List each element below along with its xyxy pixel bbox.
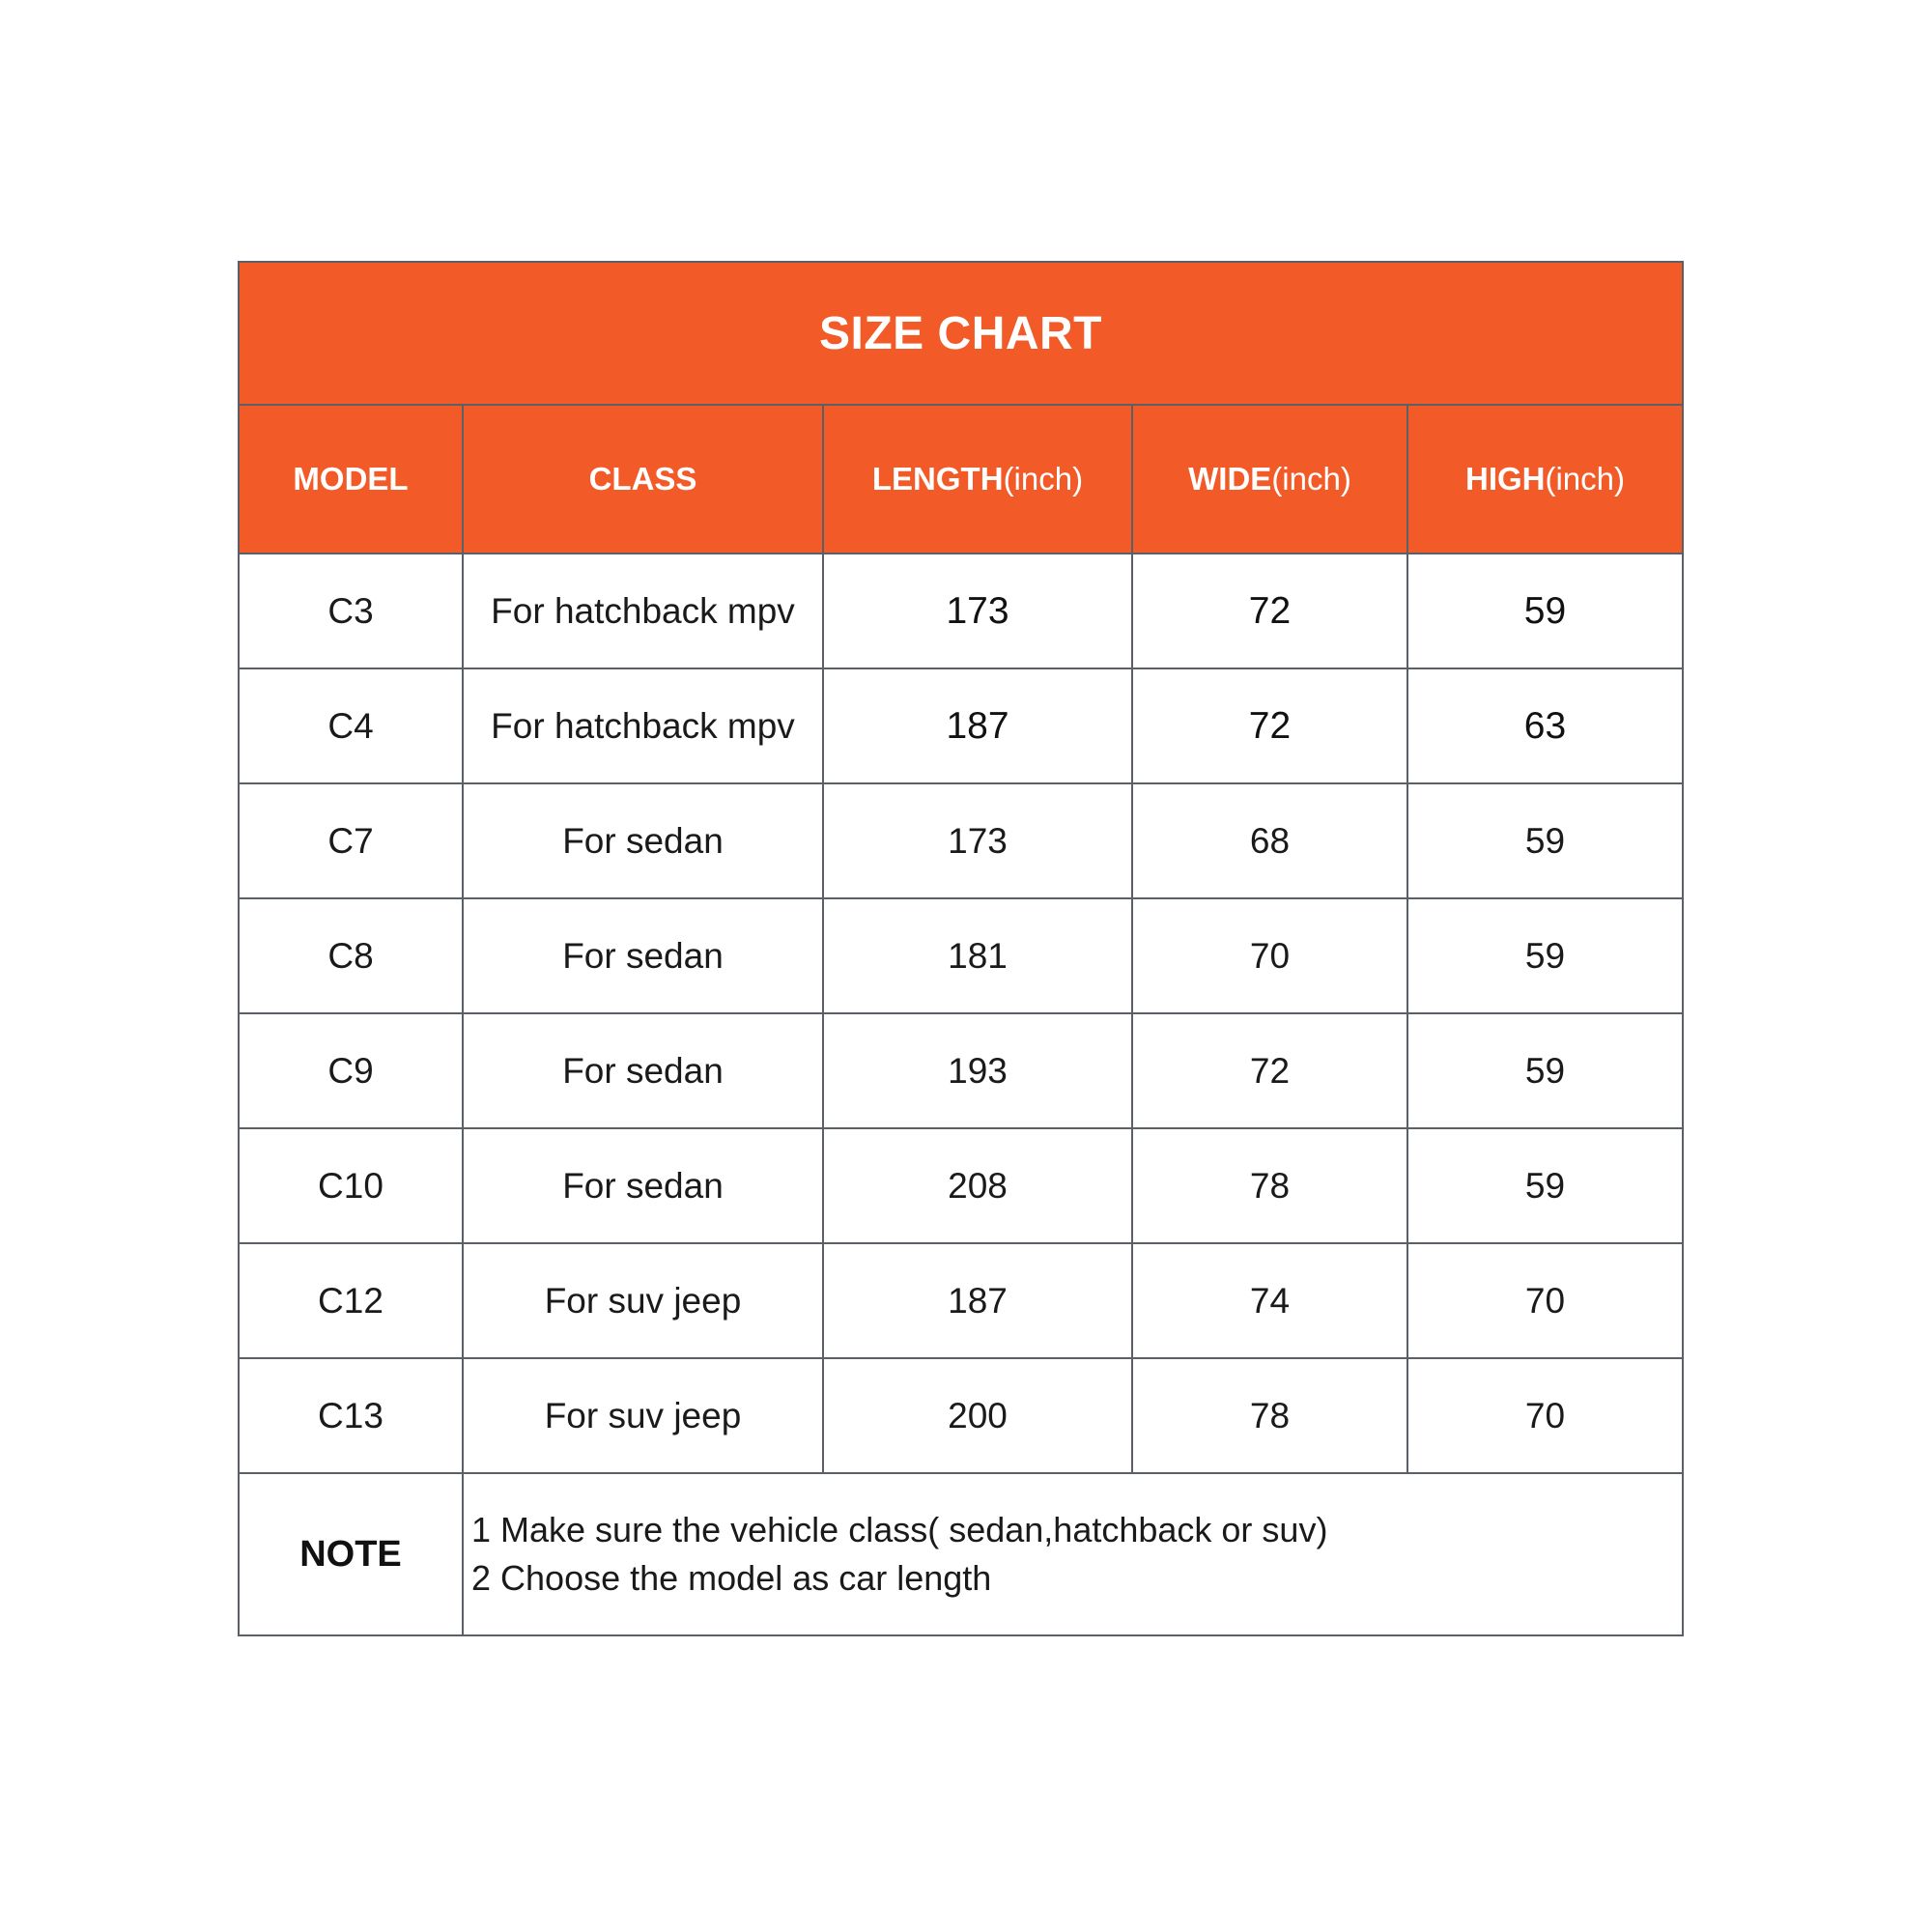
cell-high: 63 (1407, 668, 1683, 783)
col-header-high (1407, 405, 1683, 554)
cell-class: For hatchback mpv (463, 668, 823, 783)
col-header-unit: (inch) (1003, 461, 1084, 497)
cell-high: 59 (1407, 1013, 1683, 1128)
cell-wide: 74 (1132, 1243, 1407, 1358)
cell-wide: 70 (1132, 898, 1407, 1013)
table-row (239, 783, 1683, 898)
cell-length: 193 (823, 1013, 1132, 1128)
cell-class: For sedan (463, 1128, 823, 1243)
cell-high: 59 (1407, 1128, 1683, 1243)
table-row (239, 554, 1683, 668)
cell-model: C10 (239, 1128, 463, 1243)
cell-class: For suv jeep (463, 1358, 823, 1473)
cell-class: For suv jeep (463, 1243, 823, 1358)
col-header-unit: (inch) (1271, 461, 1351, 497)
col-header-label: HIGH (1464, 461, 1546, 497)
table-row (239, 898, 1683, 1013)
cell-model: C7 (239, 783, 463, 898)
cell-wide: 72 (1132, 554, 1407, 668)
col-header-unit: (inch) (1545, 461, 1626, 497)
cell-high: 70 (1407, 1358, 1683, 1473)
header-row (239, 405, 1683, 554)
cell-model: C3 (239, 554, 463, 668)
table-row (239, 1243, 1683, 1358)
cell-high: 59 (1407, 554, 1683, 668)
cell-wide: 72 (1132, 1013, 1407, 1128)
col-header-length (823, 405, 1132, 554)
col-header-label: CLASS (588, 461, 697, 497)
note-text (463, 1473, 1683, 1635)
title-row (239, 262, 1683, 405)
col-header-wide (1132, 405, 1407, 554)
size-chart-table (238, 261, 1684, 1636)
cell-class: For sedan (463, 1013, 823, 1128)
cell-length: 173 (823, 554, 1132, 668)
cell-high: 59 (1407, 898, 1683, 1013)
note-line-2: 2 Choose the model as car length (471, 1558, 992, 1598)
cell-wide: 78 (1132, 1128, 1407, 1243)
cell-model: C12 (239, 1243, 463, 1358)
cell-length: 187 (823, 1243, 1132, 1358)
table-row (239, 668, 1683, 783)
cell-wide: 72 (1132, 668, 1407, 783)
note-label: NOTE (239, 1473, 463, 1635)
chart-title: SIZE CHART (239, 262, 1683, 405)
table-row (239, 1013, 1683, 1128)
col-header-label: MODEL (293, 461, 409, 497)
col-header-model (239, 405, 463, 554)
cell-class: For sedan (463, 783, 823, 898)
cell-model: C13 (239, 1358, 463, 1473)
cell-length: 173 (823, 783, 1132, 898)
cell-length: 208 (823, 1128, 1132, 1243)
table-row (239, 1358, 1683, 1473)
cell-model: C8 (239, 898, 463, 1013)
cell-wide: 68 (1132, 783, 1407, 898)
table-row (239, 1128, 1683, 1243)
cell-length: 200 (823, 1358, 1132, 1473)
cell-length: 181 (823, 898, 1132, 1013)
note-row (239, 1473, 1683, 1635)
col-header-label: WIDE (1188, 461, 1272, 497)
cell-high: 70 (1407, 1243, 1683, 1358)
note-line-1: 1 Make sure the vehicle class( sedan,hatchback or suv) (471, 1510, 1328, 1549)
cell-high: 59 (1407, 783, 1683, 898)
col-header-class (463, 405, 823, 554)
cell-class: For hatchback mpv (463, 554, 823, 668)
cell-model: C9 (239, 1013, 463, 1128)
col-header-label: LENGTH (871, 461, 1004, 497)
cell-wide: 78 (1132, 1358, 1407, 1473)
cell-length: 187 (823, 668, 1132, 783)
cell-class: For sedan (463, 898, 823, 1013)
cell-model: C4 (239, 668, 463, 783)
